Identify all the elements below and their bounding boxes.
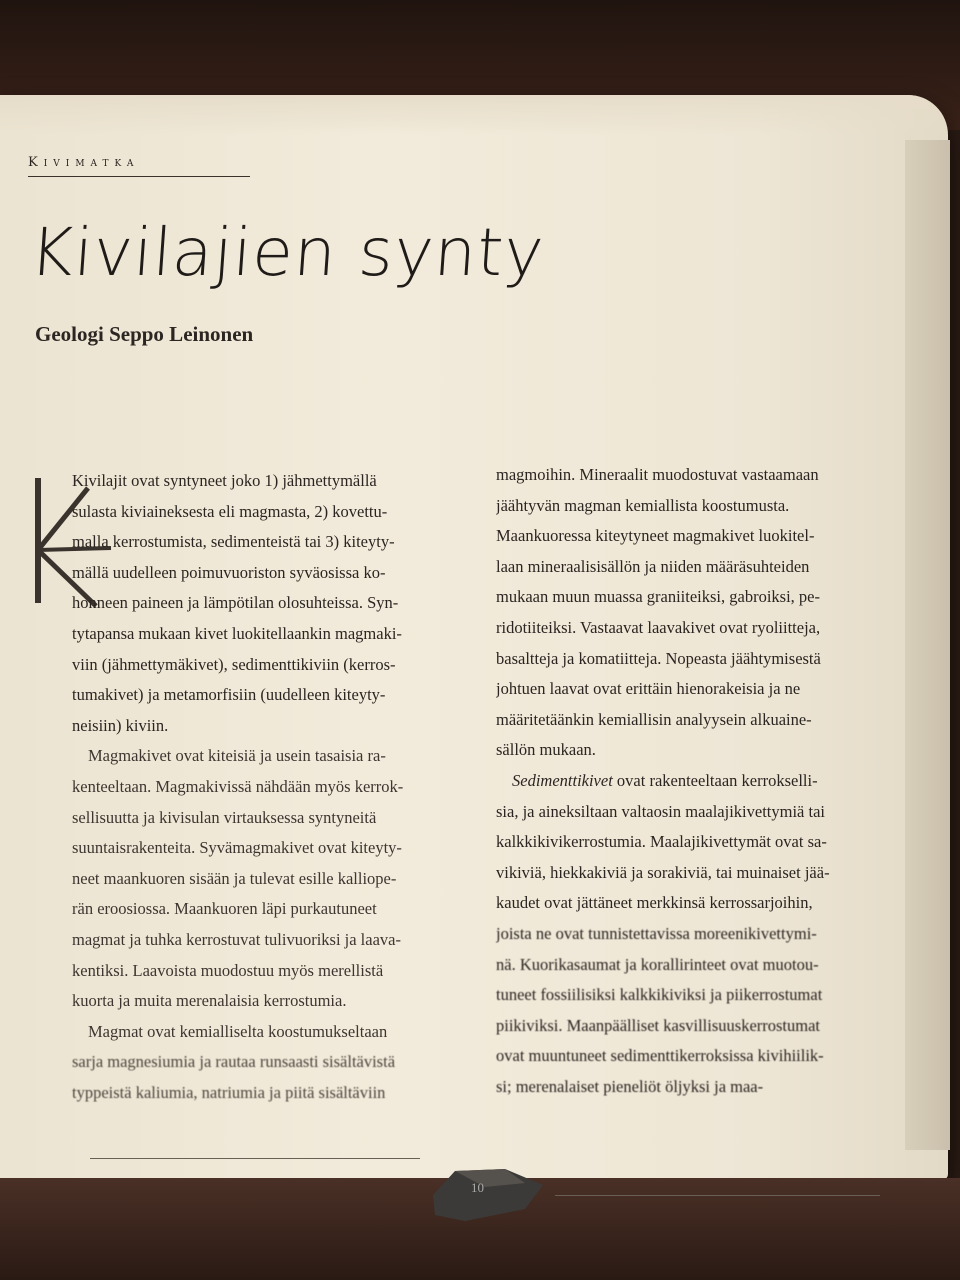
body-column-left: [72, 466, 468, 1108]
text-line: sulasta kiviaineksesta eli magmasta, 2) kovettu-: [72, 501, 388, 521]
text-line: Kivilajit ovat syntyneet joko 1) jähmettymällä: [72, 471, 377, 490]
text-line: sia, ja aineksiltaan valtaosin maalajikivettymiä tai: [496, 801, 825, 821]
text-line: neet maankuoren sisään ja tulevat esille kalliope-: [72, 868, 397, 888]
text-line: kentiksi. Laavoista muodostuu myös merellistä: [72, 960, 384, 980]
text-line: kalkkikivikerrostumia. Maalajikivettymät ovat sa-: [496, 832, 827, 852]
stone-icon: [425, 1165, 545, 1223]
text-line: määritetäänkin kemiallisin analyysein alkuaine-: [496, 709, 812, 729]
text-line: laan mineraalisisällön ja niiden määräsuhteiden: [496, 556, 810, 576]
body-column-right: [496, 460, 912, 1102]
text-line: ridotiiteiksi. Vastaavat laavakivet ovat ryoliitteja,: [496, 617, 821, 637]
text-line: mukaan muun muassa graniiteiksi, gabroiksi, pe-: [496, 587, 820, 607]
text-line: tumakivet) ja metamorfisiin (uudelleen kiteyty-: [72, 685, 386, 705]
text-line: vikiviä, hiekkakiviä ja sorakiviä, tai muinaiset jää-: [496, 862, 830, 882]
page-curve: [0, 95, 948, 135]
text-line: johtuen laavat ovat erittäin hienorakeisia ja ne: [496, 679, 801, 699]
text-line: typpeistä kaliumia, natriumia ja piitä sisältäviin: [72, 1082, 386, 1102]
text-line: sellisuutta ja kivisulan virtauksessa syntyneitä: [72, 807, 377, 827]
text-line: malla kerrostumista, sedimenteistä tai 3) kiteyty-: [72, 532, 395, 552]
text-line: basaltteja ja komatiitteja. Nopeasta jäähtymisestä: [496, 648, 821, 668]
text-line: Sedimenttikivet ovat rakenteeltaan kerrokselli-: [512, 770, 818, 790]
footer-rule-left: [90, 1158, 420, 1159]
text-line: kuorta ja muita merenalaisia kerrostumia.: [72, 991, 347, 1011]
text-line: sarja magnesiumia ja rautaa runsaasti sisältävistä: [72, 1052, 396, 1072]
text-line: Maankuoressa kiteytyneet magmakivet luokitel-: [496, 526, 815, 546]
page-number: 10: [471, 1180, 484, 1195]
article-title: Kivilajien synty: [27, 214, 547, 291]
text-line: si; merenalaiset pieneliöt öljyksi ja maa-: [496, 1076, 764, 1096]
section-rule: [28, 176, 250, 177]
article-author: Geologi Seppo Leinonen: [35, 322, 254, 346]
text-line: rän eroosiossa. Maankuoren läpi purkautuneet: [72, 899, 377, 919]
text-line: magmoihin. Mineraalit muodostuvat vastaamaan: [496, 465, 819, 484]
text-line: piikiviksi. Maanpäälliset kasvillisuuskerrostumat: [496, 1015, 820, 1035]
text-line: suuntaisrakenteita. Syvämagmakivet ovat kiteyty-: [72, 838, 402, 858]
text-line: kenteeltaan. Magmakivissä nähdään myös kerrok-: [72, 776, 404, 796]
text-line: tuneet fossiilisiksi kalkkikiviksi ja piikerrostumat: [496, 985, 823, 1005]
text-line: mällä uudelleen poimuvuoriston syväosissa ko-: [72, 562, 386, 582]
text-line: magmat ja tuhka kerrostuvat tulivuoriksi ja laava-: [72, 929, 401, 949]
footer-rule-right: [555, 1195, 880, 1196]
section-label: Kivimatka: [28, 155, 140, 170]
text-line: ovat muuntuneet sedimenttikerroksissa kivihiilik-: [496, 1046, 824, 1066]
text-line: viin (jähmettymäkivet), sedimenttikiviin (kerros-: [72, 654, 396, 674]
text-line: sällön mukaan.: [496, 740, 596, 760]
text-line: neisiin) kiviin.: [72, 715, 169, 735]
text-line: kaudet ovat jättäneet merkkinsä kerrossarjoihin,: [496, 893, 813, 913]
text-line: honneen paineen ja lämpötilan olosuhteissa. Syn-: [72, 593, 399, 613]
text-line: jäähtyvän magman kemiallista koostumusta.: [496, 495, 790, 515]
text-line: Magmakivet ovat kiteisiä ja usein tasaisia ra-: [88, 746, 386, 766]
text-line: Magmat ovat kemialliselta koostumukseltaan: [88, 1021, 388, 1041]
text-line: nä. Kuorikasaumat ja korallirinteet ovat muotou-: [496, 954, 819, 974]
text-line: joista ne ovat tunnistettavissa moreenikivettymi-: [496, 923, 817, 943]
text-line: tytapansa mukaan kivet luokitellaankin magmaki-: [72, 623, 402, 643]
